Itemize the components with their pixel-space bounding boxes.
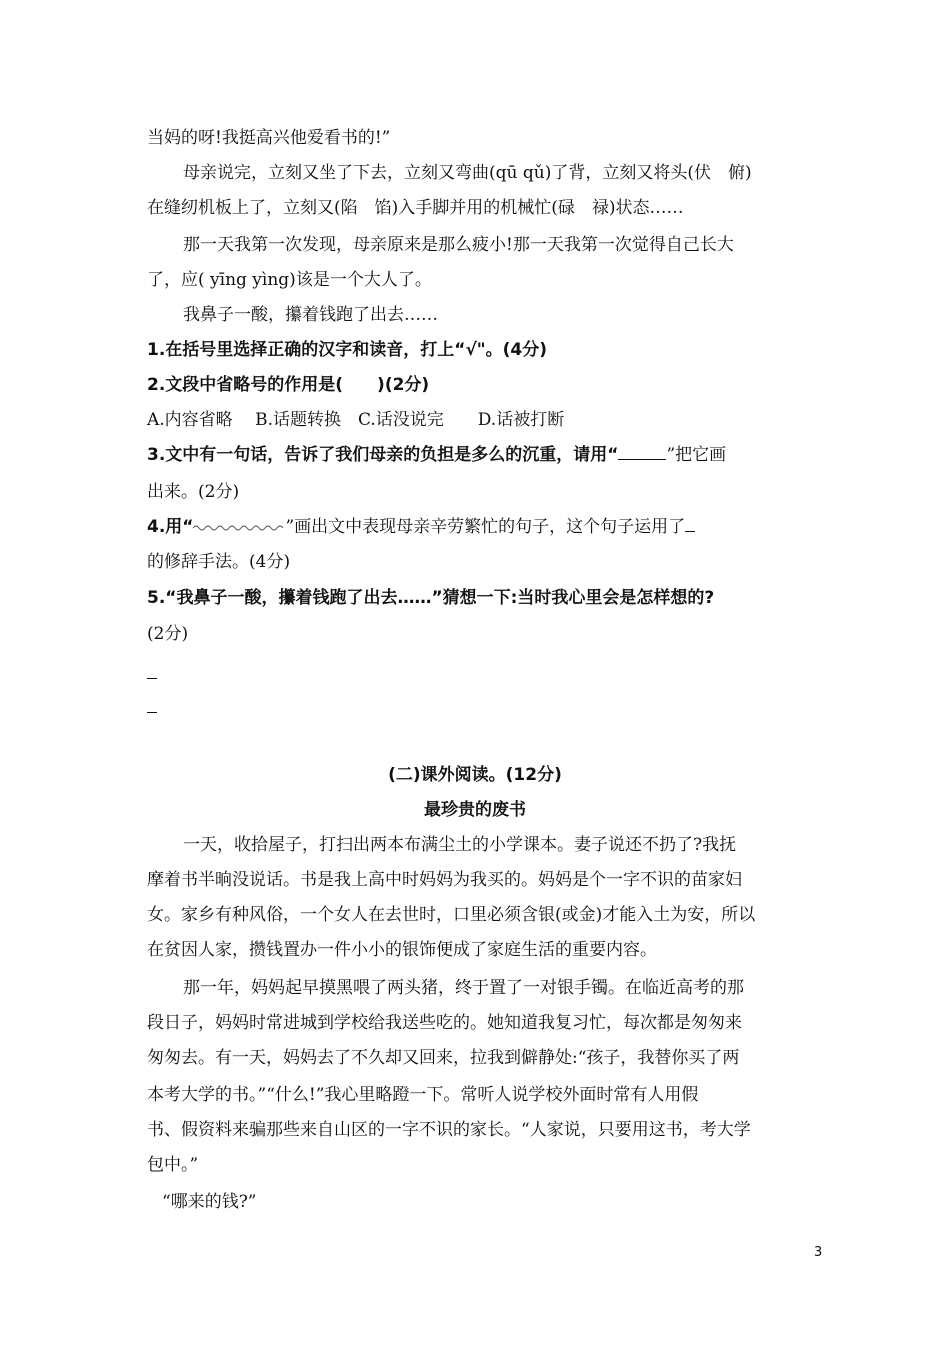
passage-line: 那一天我第一次发现，母亲原来是那么疲小!那一天我第一次觉得自己长大 (183, 235, 734, 255)
question-5-cont: (2分) (147, 624, 189, 644)
article-line: 一天，收拾屋子，打扫出两本布满尘土的小学课本。妻子说还不扔了?我抚 (183, 835, 737, 855)
section-heading: (二)课外阅读。(12分) (388, 765, 562, 785)
article-line: 段日子，妈妈时常进城到学校给我送些吃的。她知道我复习忙，每次都是匆匆来 (147, 1013, 742, 1033)
article-line: 匆匆去。有一天，妈妈去了不久却又回来，拉我到僻静处:“孩子，我替你买了两 (147, 1048, 740, 1068)
question-3-text: 3.文中有一句话，告诉了我们母亲的负担是多么的沉重，请用“ (147, 445, 619, 465)
answer-blank[interactable] (147, 712, 157, 713)
article-line: 书、假资料来骗那些来自山区的一字不识的家长。“人家说，只要用这书，考大学 (147, 1120, 751, 1140)
question-5 (147, 588, 714, 608)
question-3-text-end: ”把它画 (666, 445, 727, 465)
passage-line: 了，应( yīng yìng)该是一个大人了。 (147, 270, 432, 290)
wavy-underline-sample (193, 522, 285, 532)
article-line: 摩着书半晌没说话。书是我上高中时妈妈为我买的。妈妈是个一字不识的苗家妇 (147, 870, 742, 890)
answer-blank[interactable] (685, 517, 695, 532)
question-2-options: A.内容省略 B.话题转换 C.话没说完 D.话被打断 (147, 410, 565, 430)
question-4-cont: 的修辞手法。(4分) (147, 552, 291, 572)
question-4 (147, 517, 695, 537)
article-line: 包中。” (147, 1155, 199, 1175)
article-line: 在贫因人家，攒钱置办一件小小的银饰便成了家庭生活的重要内容。 (147, 940, 657, 960)
question-5-text: 5.“我鼻子一酸，攥着钱跑了出去……”猜想一下:当时我心里会是怎样想的? (147, 588, 715, 608)
question-1: 1.在括号里选择正确的汉字和读音，打上“√"。(4分) (147, 340, 548, 360)
page-number: 3 (814, 1245, 823, 1260)
article-title: 最珍贵的废书 (424, 800, 526, 820)
article-line: 那一年，妈妈起早摸黑喂了两头猪，终于置了一对银手镯。在临近高考的那 (183, 978, 744, 998)
passage-line: 在缝纫机板上了，立刻又(陷 馅)入手脚并用的机械忙(碌 禄)状态…… (147, 198, 684, 218)
answer-blank[interactable] (147, 678, 157, 679)
article-line: 女。家乡有种风俗，一个女人在去世时，口里必须含银(或金)才能入土为安，所以 (147, 905, 756, 925)
article-line: 本考大学的书。”“什么!”我心里略蹬一下。常听人说学校外面时常有人用假 (147, 1085, 699, 1105)
question-3-cont: 出来。(2分) (147, 482, 240, 502)
underline-sample (618, 445, 666, 460)
question-2: 2.文段中省略号的作用是( )(2分) (147, 375, 430, 395)
passage-line: 当妈的呀!我挺高兴他爱看书的!” (147, 128, 391, 148)
passage-line: 我鼻子一酸，攥着钱跑了出去…… (183, 305, 438, 325)
question-3 (147, 445, 726, 465)
passage-line: 母亲说完，立刻又坐了下去，立刻又弯曲(qū qǔ)了背，立刻又将头(伏 俯) (183, 163, 752, 183)
question-4-text: 4.用“ (147, 517, 194, 537)
question-4-text-mid: ”画出文中表现母亲辛劳繁忙的句子，这个句子运用了 (285, 517, 686, 537)
article-line: “哪来的钱?” (162, 1192, 257, 1212)
